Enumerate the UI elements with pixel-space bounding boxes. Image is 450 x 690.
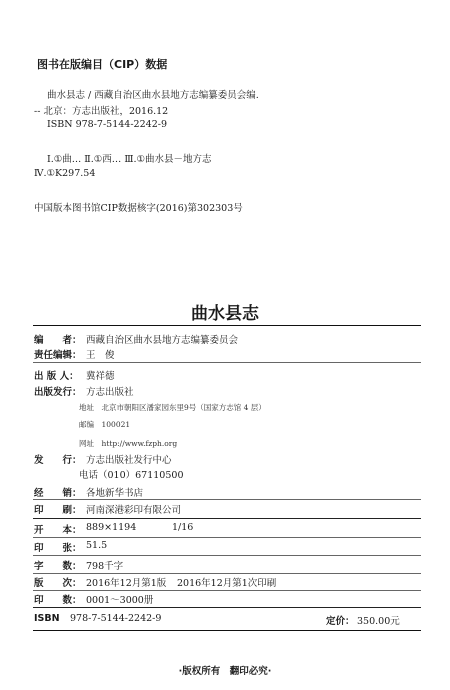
divider-copies	[33, 607, 421, 608]
seller-label: 经 销：	[34, 488, 82, 499]
seller-value: 各地新华书店	[86, 488, 144, 499]
words-value: 798千字	[86, 561, 124, 572]
publisher-person-value: 冀祥德	[86, 371, 115, 382]
editor-value: 西藏自治区曲水县地方志编纂委员会	[86, 335, 239, 346]
sheets-label: 印 张：	[34, 543, 82, 554]
price-label: 定价：	[326, 616, 355, 627]
copyright-note: ·版权所有 翻印必究·	[178, 666, 272, 677]
sheets-value: 51.5	[86, 540, 108, 551]
cip-line-subjects: Ⅰ.①曲… Ⅱ.①西… Ⅲ.①曲水县－地方志	[47, 154, 212, 165]
words-label: 字 数：	[34, 561, 82, 572]
publisher-value: 方志出版社	[86, 387, 134, 398]
isbn-value: 978-7-5144-2242-9	[70, 613, 162, 624]
divider-edition	[33, 590, 421, 591]
divider-printer	[33, 518, 421, 519]
responsible-editor-value: 王 俊	[86, 350, 115, 361]
book-title: 曲水县志	[191, 304, 259, 324]
divider-sheets	[33, 555, 421, 556]
edition-value: 2016年12月第1版	[86, 578, 167, 589]
cip-line-publisher: -- 北京：方志出版社，2016.12	[34, 106, 169, 117]
format-label: 开 本：	[34, 525, 82, 536]
divider-words	[33, 573, 421, 574]
edition-label: 版 次：	[34, 578, 82, 589]
cip-heading: 图书在版编目（CIP）数据	[37, 58, 168, 71]
cip-line-classification: Ⅳ.①K297.54	[34, 168, 96, 179]
publisher-address: 地址 北京市朝阳区潘家园东里9号（国家方志馆 4 层）	[79, 403, 266, 412]
distributor-value: 方志出版社发行中心	[86, 455, 172, 466]
publisher-person-label: 出 版 人：	[34, 371, 79, 382]
responsible-editor-label: 责任编辑：	[34, 350, 82, 361]
divider-top	[33, 325, 421, 326]
distributor-phone: 电话（010）67110500	[79, 470, 184, 481]
publisher-postcode: 邮编 100021	[79, 420, 131, 429]
copies-value: 0001～3000册	[86, 595, 154, 606]
printing-value: 2016年12月第1次印刷	[177, 578, 277, 589]
cip-line-title: 曲水县志 / 西藏自治区曲水县地方志编纂委员会编.	[47, 90, 259, 101]
publisher-website: 网址 http://www.fzph.org	[79, 439, 178, 448]
divider-bottom	[33, 630, 421, 631]
divider-format	[33, 537, 421, 538]
publisher-label: 出版发行：	[34, 387, 82, 398]
cip-verify-number: 中国版本图书馆CIP数据核字(2016)第302303号	[34, 203, 243, 214]
editor-label: 编 者：	[34, 335, 82, 346]
copies-label: 印 数：	[34, 595, 82, 606]
cip-line-isbn: ISBN 978-7-5144-2242-9	[47, 119, 167, 130]
printer-label: 印 刷：	[34, 505, 82, 516]
format-value: 889×1194	[86, 522, 137, 533]
price-value: 350.00元	[357, 616, 400, 627]
printer-value: 河南深港彩印有限公司	[86, 505, 182, 516]
divider-credits	[33, 362, 421, 363]
isbn-label: ISBN	[34, 613, 60, 624]
format-fraction: 1/16	[172, 522, 194, 533]
distributor-label: 发 行：	[34, 455, 82, 466]
divider-seller	[33, 499, 421, 500]
